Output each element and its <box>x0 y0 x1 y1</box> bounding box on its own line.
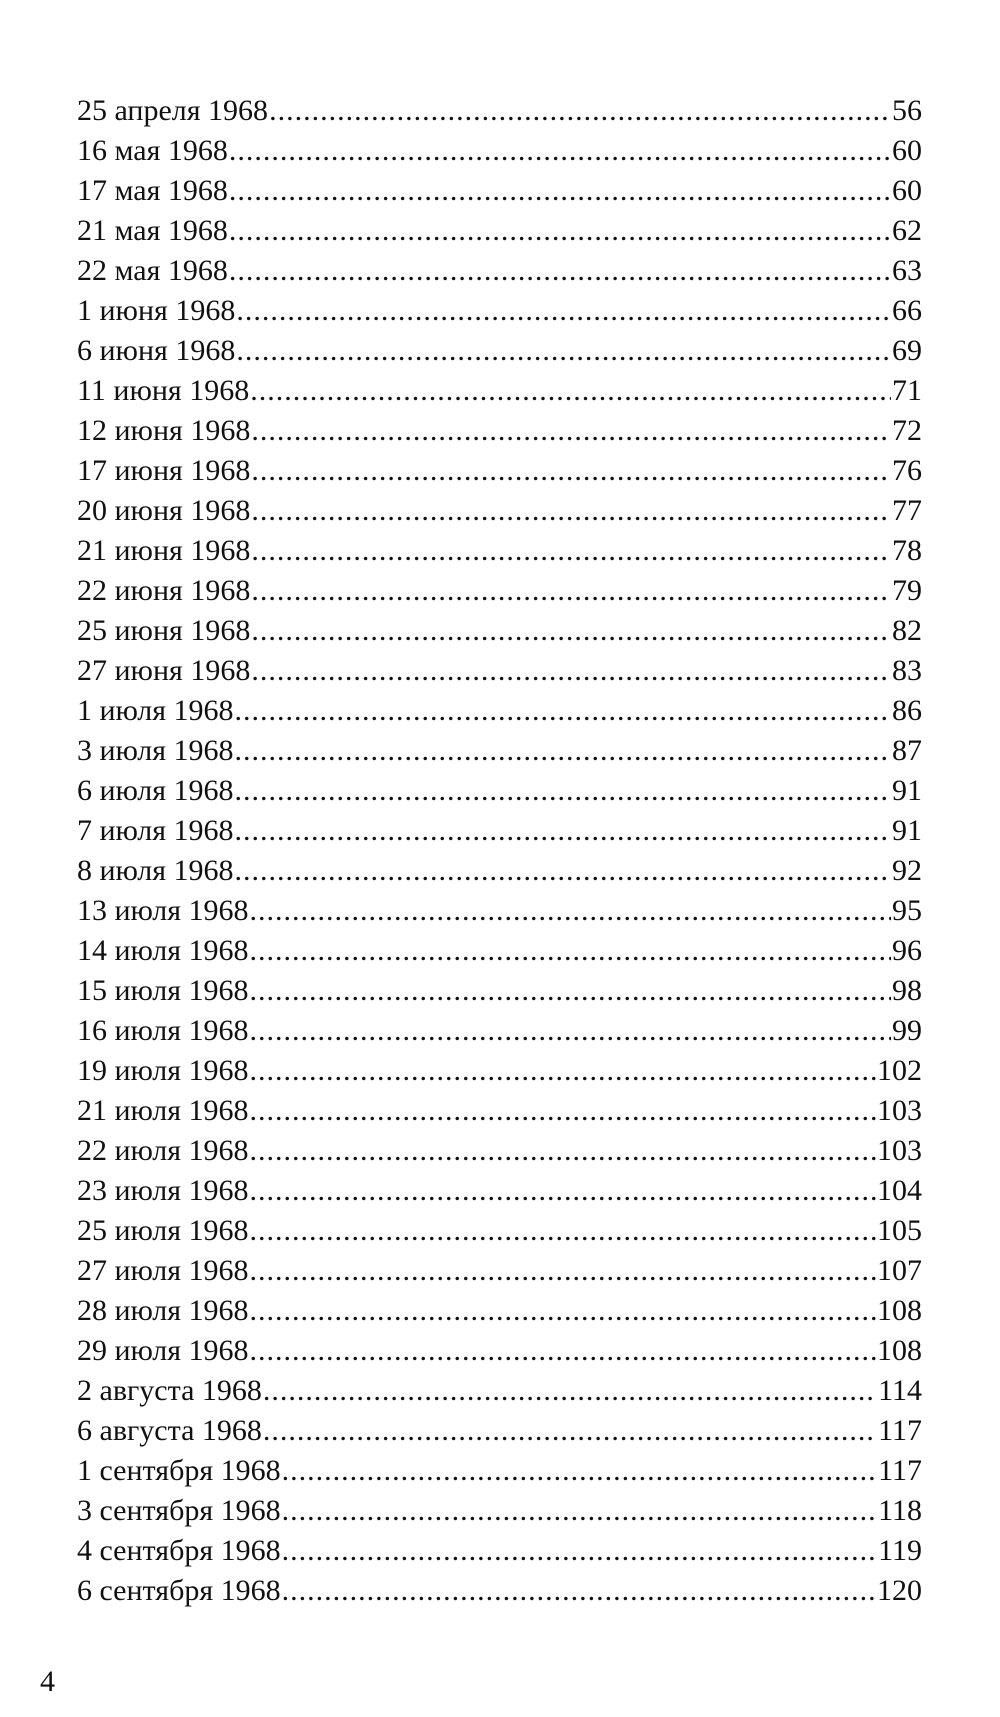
toc-dot-leader <box>235 771 892 811</box>
toc-entry-title: 21 июля 1968 <box>77 1094 249 1127</box>
toc-dot-leader <box>235 851 892 891</box>
toc-entry-page: 66 <box>892 294 922 327</box>
toc-entry-title: 2 августа 1968 <box>77 1374 262 1407</box>
toc-entry-page: 108 <box>877 1334 922 1367</box>
toc-dot-leader <box>251 451 891 491</box>
toc-entry-title: 22 мая 1968 <box>77 254 228 287</box>
toc-entry-title: 16 июля 1968 <box>77 1014 249 1047</box>
toc-entry-title: 23 июля 1968 <box>77 1174 249 1207</box>
toc-entry-page: 102 <box>877 1054 922 1087</box>
toc-entry-page: 120 <box>877 1574 922 1607</box>
toc-entry-title: 19 июля 1968 <box>77 1054 249 1087</box>
toc-entry-title: 8 июля 1968 <box>77 854 234 887</box>
toc-dot-leader <box>263 1371 877 1411</box>
toc-dot-leader <box>269 91 891 131</box>
toc-entry-page: 72 <box>892 414 922 447</box>
toc-entry[interactable] <box>77 1131 922 1171</box>
toc-entry-page: 71 <box>892 374 922 407</box>
toc-entry-page: 117 <box>878 1414 922 1447</box>
toc-entry-page: 69 <box>892 334 922 367</box>
toc-dot-leader <box>229 211 891 251</box>
toc-entry[interactable] <box>77 891 922 931</box>
toc-entry-title: 1 июня 1968 <box>77 294 236 327</box>
toc-entry[interactable] <box>77 1171 922 1211</box>
toc-entry-page: 103 <box>877 1134 922 1167</box>
toc-entry-page: 117 <box>878 1454 922 1487</box>
toc-entry-title: 3 июля 1968 <box>77 734 234 767</box>
toc-entry-title: 7 июля 1968 <box>77 814 234 847</box>
toc-entry[interactable] <box>77 1531 922 1571</box>
toc-dot-leader <box>235 811 892 851</box>
toc-entry-page: 86 <box>892 694 922 727</box>
toc-entry[interactable] <box>77 651 922 691</box>
toc-dot-leader <box>235 691 892 731</box>
toc-entry-page: 108 <box>877 1294 922 1327</box>
toc-entry[interactable] <box>77 1331 922 1371</box>
toc-dot-leader <box>250 1011 892 1051</box>
toc-dot-leader <box>229 251 891 291</box>
toc-entry-title: 6 августа 1968 <box>77 1414 262 1447</box>
toc-entry[interactable] <box>77 1451 922 1491</box>
toc-entry[interactable] <box>77 1411 922 1451</box>
toc-dot-leader <box>250 931 892 971</box>
toc-entry-title: 25 июля 1968 <box>77 1214 249 1247</box>
toc-entry-page: 96 <box>892 934 922 967</box>
toc-entry[interactable] <box>77 1291 922 1331</box>
toc-entry[interactable] <box>77 531 922 571</box>
toc-entry[interactable] <box>77 851 922 891</box>
toc-dot-leader <box>250 971 892 1011</box>
toc-entry-title: 1 июля 1968 <box>77 694 234 727</box>
toc-entry-title: 27 июля 1968 <box>77 1254 249 1287</box>
toc-entry-page: 83 <box>892 654 922 687</box>
toc-entry-page: 63 <box>892 254 922 287</box>
toc-dot-leader <box>251 571 891 611</box>
toc-entry[interactable] <box>77 971 922 1011</box>
toc-entry-title: 3 сентября 1968 <box>77 1494 281 1527</box>
toc-entry[interactable] <box>77 611 922 651</box>
toc-entry[interactable] <box>77 411 922 451</box>
toc-entry-title: 15 июля 1968 <box>77 974 249 1007</box>
toc-entry[interactable] <box>77 91 922 131</box>
toc-entry-page: 60 <box>892 174 922 207</box>
toc-dot-leader <box>250 371 891 411</box>
toc-entry-title: 11 июня 1968 <box>77 374 250 407</box>
toc-entry[interactable] <box>77 771 922 811</box>
toc-entry-page: 82 <box>892 614 922 647</box>
toc-entry-title: 20 июня 1968 <box>77 494 251 527</box>
toc-entry[interactable] <box>77 1211 922 1251</box>
toc-entry-title: 1 сентября 1968 <box>77 1454 281 1487</box>
toc-entry-title: 12 июня 1968 <box>77 414 251 447</box>
toc-entry-title: 17 мая 1968 <box>77 174 228 207</box>
toc-entry-page: 95 <box>892 894 922 927</box>
toc-entry-page: 103 <box>877 1094 922 1127</box>
toc-entry-page: 79 <box>892 574 922 607</box>
toc-entry[interactable] <box>77 1051 922 1091</box>
toc-dot-leader <box>250 1251 877 1291</box>
toc-dot-leader <box>250 1211 877 1251</box>
toc-entry-page: 91 <box>892 774 922 807</box>
toc-entry-page: 104 <box>877 1174 922 1207</box>
toc-entry-page: 118 <box>878 1494 922 1527</box>
table-of-contents <box>77 91 922 1611</box>
toc-entry[interactable] <box>77 1491 922 1531</box>
toc-dot-leader <box>250 1091 877 1131</box>
toc-entry-page: 91 <box>892 814 922 847</box>
toc-entry[interactable] <box>77 131 922 171</box>
toc-entry-title: 25 апреля 1968 <box>77 94 269 127</box>
toc-entry-title: 14 июля 1968 <box>77 934 249 967</box>
toc-dot-leader <box>229 131 891 171</box>
toc-entry[interactable] <box>77 731 922 771</box>
page-number: 4 <box>40 1665 55 1698</box>
toc-entry[interactable] <box>77 331 922 371</box>
toc-dot-leader <box>251 651 891 691</box>
toc-entry-page: 99 <box>892 1014 922 1047</box>
toc-entry[interactable] <box>77 1091 922 1131</box>
toc-entry-page: 87 <box>892 734 922 767</box>
toc-entry[interactable] <box>77 171 922 211</box>
toc-entry[interactable] <box>77 1371 922 1411</box>
toc-entry[interactable] <box>77 211 922 251</box>
toc-entry-page: 98 <box>892 974 922 1007</box>
toc-dot-leader <box>250 1051 877 1091</box>
toc-dot-leader <box>263 1411 877 1451</box>
toc-entry-page: 119 <box>878 1534 922 1567</box>
toc-entry[interactable] <box>77 1571 922 1611</box>
toc-entry-title: 21 июня 1968 <box>77 534 251 567</box>
toc-dot-leader <box>251 491 891 531</box>
toc-entry[interactable] <box>77 1251 922 1291</box>
toc-entry[interactable] <box>77 931 922 971</box>
toc-entry-title: 22 июля 1968 <box>77 1134 249 1167</box>
toc-entry-page: 105 <box>877 1214 922 1247</box>
toc-entry-title: 6 сентября 1968 <box>77 1574 281 1607</box>
toc-dot-leader <box>236 291 891 331</box>
toc-entry-page: 60 <box>892 134 922 167</box>
toc-dot-leader <box>282 1451 877 1491</box>
toc-dot-leader <box>282 1571 876 1611</box>
toc-entry-page: 56 <box>892 94 922 127</box>
toc-entry-title: 16 мая 1968 <box>77 134 228 167</box>
toc-entry[interactable] <box>77 1011 922 1051</box>
toc-entry-title: 4 сентября 1968 <box>77 1534 281 1567</box>
toc-entry[interactable] <box>77 691 922 731</box>
toc-entry-title: 25 июня 1968 <box>77 614 251 647</box>
toc-dot-leader <box>250 1291 877 1331</box>
toc-entry-title: 6 июня 1968 <box>77 334 236 367</box>
toc-dot-leader <box>282 1491 877 1531</box>
toc-entry-page: 62 <box>892 214 922 247</box>
toc-entry[interactable] <box>77 491 922 531</box>
toc-dot-leader <box>251 411 891 451</box>
toc-entry-page: 78 <box>892 534 922 567</box>
toc-entry-title: 17 июня 1968 <box>77 454 251 487</box>
toc-dot-leader <box>236 331 891 371</box>
toc-entry-page: 77 <box>892 494 922 527</box>
toc-entry-page: 114 <box>878 1374 922 1407</box>
toc-entry[interactable] <box>77 371 922 411</box>
toc-entry-title: 6 июля 1968 <box>77 774 234 807</box>
toc-dot-leader <box>229 171 891 211</box>
toc-dot-leader <box>250 1171 877 1211</box>
toc-entry-page: 107 <box>877 1254 922 1287</box>
toc-entry[interactable] <box>77 451 922 491</box>
toc-dot-leader <box>250 1131 877 1171</box>
toc-entry[interactable] <box>77 291 922 331</box>
toc-dot-leader <box>251 611 891 651</box>
toc-entry-title: 22 июня 1968 <box>77 574 251 607</box>
toc-entry-title: 27 июня 1968 <box>77 654 251 687</box>
toc-dot-leader <box>251 531 891 571</box>
toc-dot-leader <box>250 1331 877 1371</box>
toc-dot-leader <box>250 891 892 931</box>
toc-dot-leader <box>282 1531 877 1571</box>
toc-dot-leader <box>235 731 892 771</box>
toc-entry-title: 28 июля 1968 <box>77 1294 249 1327</box>
toc-entry[interactable] <box>77 811 922 851</box>
toc-entry-title: 13 июля 1968 <box>77 894 249 927</box>
toc-entry-title: 29 июля 1968 <box>77 1334 249 1367</box>
toc-entry[interactable] <box>77 571 922 611</box>
toc-entry-page: 76 <box>892 454 922 487</box>
toc-entry-title: 21 мая 1968 <box>77 214 228 247</box>
toc-entry-page: 92 <box>892 854 922 887</box>
toc-entry[interactable] <box>77 251 922 291</box>
